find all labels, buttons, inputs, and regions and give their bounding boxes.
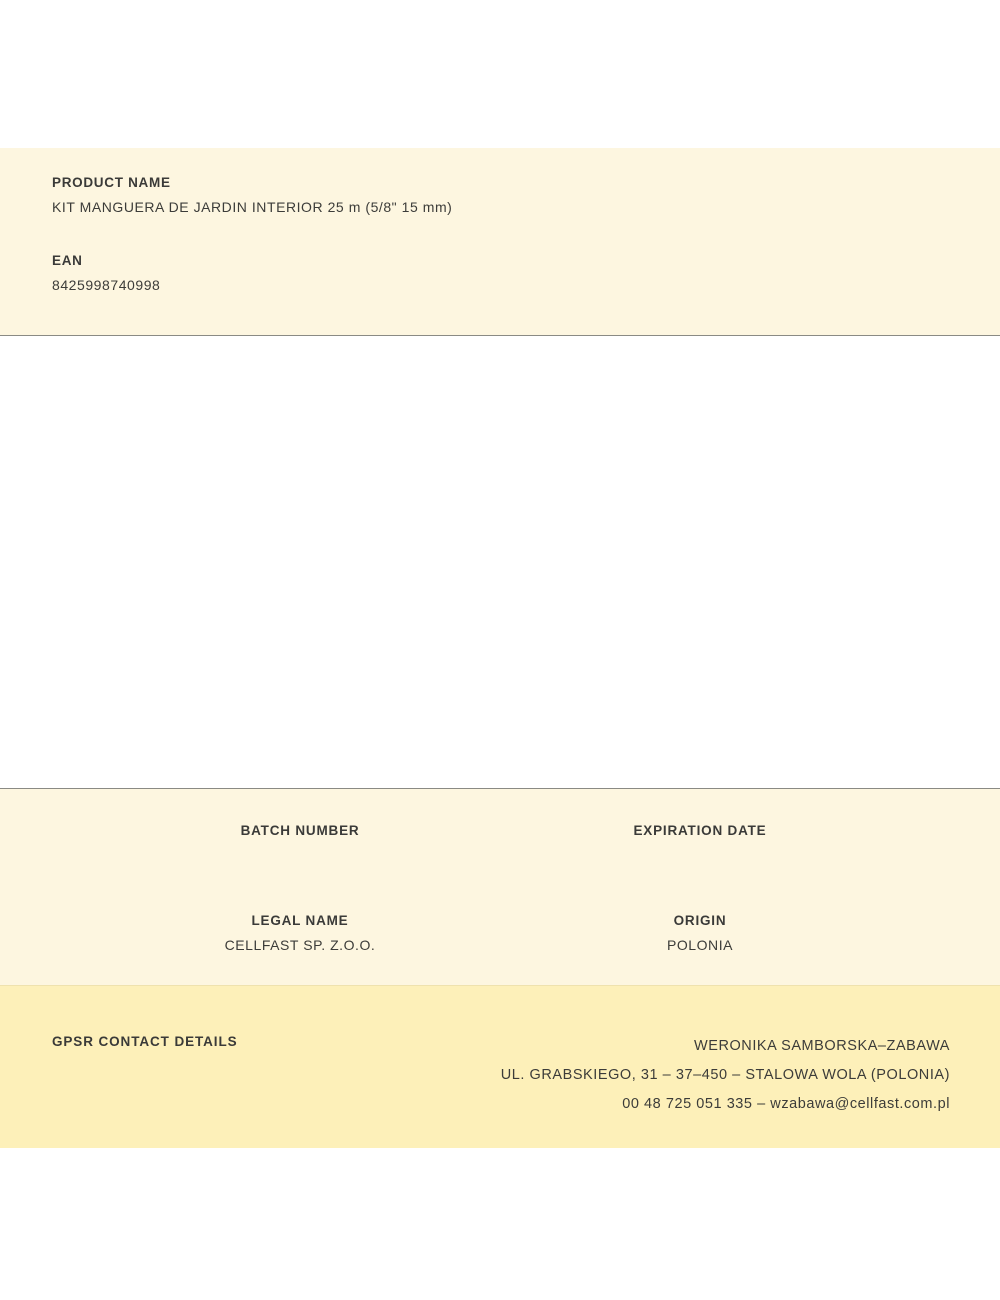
gpsr-contact-lines (501, 1032, 950, 1119)
gpsr-contact-label: GPSR CONTACT DETAILS (52, 1034, 238, 1049)
gpsr-contact-person: WERONIKA SAMBORSKA–ZABAWA (693, 1038, 950, 1054)
gpsr-contact-section (0, 986, 1000, 1148)
gpsr-contact-address: UL. GRABSKIEGO, 31 – 37–450 – STALOWA WOLA (POLONIA) (500, 1067, 950, 1083)
origin-field (550, 913, 850, 953)
legal-name-value: CELLFAST SP. Z.O.O. (224, 937, 376, 953)
product-details-inner (0, 149, 1000, 293)
bottom-whitespace (0, 1148, 1000, 1300)
top-whitespace (0, 0, 1000, 148)
field-spacer (52, 215, 950, 253)
middle-whitespace (0, 336, 1000, 788)
product-name-value: KIT MANGUERA DE JARDIN INTERIOR 25 m (5/8" 15 mm) (52, 199, 453, 215)
legal-name-field (150, 913, 450, 953)
batch-number-field (150, 823, 450, 847)
ean-label: EAN (52, 253, 83, 268)
batch-legal-section (0, 788, 1000, 986)
expiration-date-field (550, 823, 850, 847)
ean-value: 8425998740998 (52, 277, 161, 293)
expiration-date-label: EXPIRATION DATE (633, 823, 767, 838)
product-name-label: PRODUCT NAME (52, 175, 171, 190)
gpsr-contact-phone-email: 00 48 725 051 335 – wzabawa@cellfast.com.pl (622, 1096, 950, 1112)
gpsr-inner (0, 986, 1000, 1148)
legal-name-label: LEGAL NAME (251, 913, 349, 928)
product-details-section (0, 148, 1000, 336)
origin-label: ORIGIN (673, 913, 727, 928)
origin-value: POLONIA (666, 937, 734, 953)
batch-number-label: BATCH NUMBER (240, 823, 360, 838)
info-grid (0, 789, 1000, 985)
